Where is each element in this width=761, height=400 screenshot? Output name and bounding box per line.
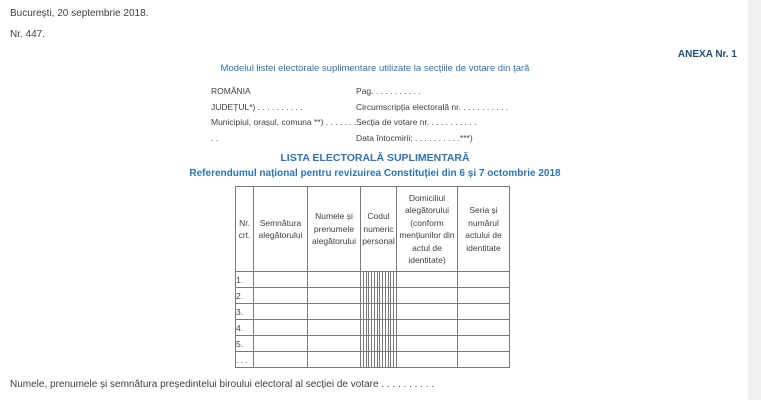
cnp-cell bbox=[361, 272, 397, 288]
county-field: JUDEȚUL*) . . . . . . . . . . bbox=[211, 101, 303, 112]
constituency-field: Circumscripția electorală nr. . . . . . . . . . . bbox=[356, 101, 509, 112]
cnp-digit-boxes bbox=[361, 336, 396, 351]
empty-cell bbox=[308, 304, 361, 320]
empty-cell bbox=[254, 272, 308, 288]
column-header: Seria și numărul actului de identitate bbox=[458, 187, 510, 272]
table-row bbox=[236, 352, 510, 368]
form-header-row bbox=[211, 115, 541, 131]
row-number-cell: 4. bbox=[236, 320, 254, 336]
cnp-digit-boxes bbox=[361, 272, 396, 287]
empty-cell bbox=[254, 336, 308, 352]
row-number-cell: 1. bbox=[236, 272, 254, 288]
empty-cell bbox=[458, 288, 510, 304]
empty-cell bbox=[458, 304, 510, 320]
cnp-digit-box bbox=[394, 336, 396, 351]
supplementary-list-table bbox=[235, 186, 510, 368]
document-title: Modelul listei electorale suplimentare utilizate la secțiile de votare din țară bbox=[220, 63, 530, 74]
page-field: Pag. . . . . . . . . . . bbox=[356, 86, 421, 96]
table-row bbox=[236, 304, 510, 320]
cnp-cell bbox=[361, 352, 397, 368]
column-header: Numele și prenumele alegătorului bbox=[308, 187, 361, 272]
municipality-field-continuation: . . bbox=[211, 133, 219, 144]
empty-cell bbox=[397, 320, 458, 336]
date-prepared-field: Data întocmirii: . . . . . . . . . .***) bbox=[356, 133, 473, 144]
empty-cell bbox=[308, 336, 361, 352]
empty-cell bbox=[397, 272, 458, 288]
row-number-cell: 5. bbox=[236, 336, 254, 352]
date-line: București, 20 septembrie 2018. bbox=[10, 8, 149, 19]
empty-cell bbox=[458, 352, 510, 368]
empty-cell bbox=[308, 320, 361, 336]
column-header: Domiciliul alegătorului (conform mențiunilor din actul de identitate) bbox=[397, 187, 458, 272]
scrollbar[interactable] bbox=[748, 0, 761, 400]
empty-cell bbox=[397, 288, 458, 304]
list-title: LISTA ELECTORALĂ SUPLIMENTARĂ bbox=[280, 152, 470, 164]
cnp-cell bbox=[361, 320, 397, 336]
cnp-digit-boxes bbox=[361, 352, 396, 367]
table-row bbox=[236, 272, 510, 288]
annex-label: ANEXA Nr. 1 bbox=[677, 49, 737, 60]
list-subtitle: Referendumul național pentru revizuirea Constituției din 6 și 7 octombrie 2018 bbox=[189, 168, 561, 179]
column-header: Codul numeric personal bbox=[361, 187, 397, 272]
empty-cell bbox=[308, 288, 361, 304]
cnp-digit-box bbox=[394, 304, 396, 319]
form-header-row bbox=[211, 100, 541, 116]
table-body bbox=[236, 272, 510, 368]
cnp-digit-box bbox=[394, 352, 396, 367]
empty-cell bbox=[397, 352, 458, 368]
form-header-row bbox=[211, 84, 541, 100]
country-label: ROMÂNIA bbox=[211, 86, 251, 96]
empty-cell bbox=[397, 304, 458, 320]
cnp-digit-boxes bbox=[361, 320, 396, 335]
empty-cell bbox=[458, 320, 510, 336]
row-number-cell: 2. bbox=[236, 288, 254, 304]
cnp-digit-boxes bbox=[361, 304, 396, 319]
empty-cell bbox=[308, 272, 361, 288]
column-header: Semnătura alegătorului bbox=[254, 187, 308, 272]
cnp-digit-box bbox=[394, 320, 396, 335]
empty-cell bbox=[458, 272, 510, 288]
footer-line: Numele, prenumele și semnătura președintelui biroului electoral al secției de votare . . . . . . . . . . bbox=[10, 379, 435, 390]
table-row bbox=[236, 320, 510, 336]
polling-station-field: Secția de votare nr. . . . . . . . . . . bbox=[356, 117, 477, 128]
empty-cell bbox=[308, 352, 361, 368]
document-number: Nr. 447. bbox=[10, 29, 46, 40]
cnp-digit-box bbox=[394, 272, 396, 287]
table-header-row bbox=[236, 187, 510, 272]
cnp-digit-boxes bbox=[361, 288, 396, 303]
row-number-cell: 3. bbox=[236, 304, 254, 320]
table-row bbox=[236, 288, 510, 304]
empty-cell bbox=[458, 336, 510, 352]
row-number-cell: . . . bbox=[236, 352, 254, 368]
form-header-row bbox=[211, 131, 541, 147]
table-row bbox=[236, 336, 510, 352]
empty-cell bbox=[254, 352, 308, 368]
cnp-digit-box bbox=[394, 288, 396, 303]
empty-cell bbox=[254, 320, 308, 336]
municipality-field: Municipiul, orașul, comuna **) . . . . . . . . bbox=[211, 117, 362, 128]
cnp-cell bbox=[361, 304, 397, 320]
empty-cell bbox=[254, 304, 308, 320]
empty-cell bbox=[254, 288, 308, 304]
cnp-cell bbox=[361, 288, 397, 304]
form-header bbox=[211, 84, 541, 147]
cnp-cell bbox=[361, 336, 397, 352]
empty-cell bbox=[397, 336, 458, 352]
column-header: Nr. crt. bbox=[236, 187, 254, 272]
